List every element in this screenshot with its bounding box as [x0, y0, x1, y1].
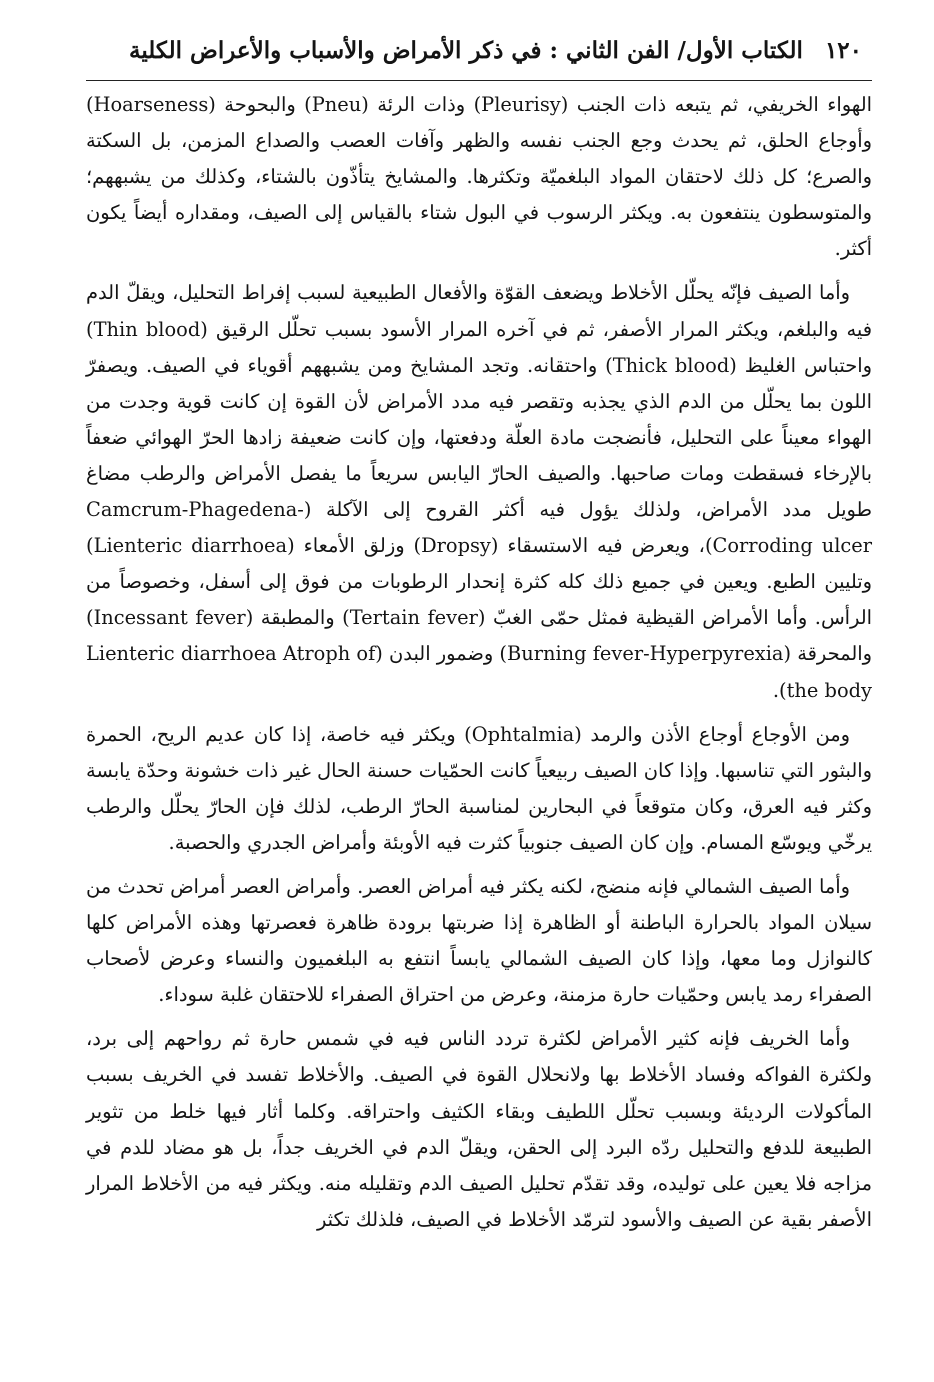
paragraph: الهواء الخريفي، ثم يتبعه ذات الجنب (Pleurisy) وذات الرئة (Pneu) والبحوحة (Hoarseness) وأوجاع الحلق، ثم يحدث وجع الجنب نفسه والظهر وآفات العصب والصداع المزمن، بل السكتة والصرع؛ كل ذلك لاحتقان المواد البلغميّة وتكثرها. والمشايخ يتأذّون بالشتاء، وكذلك من يشبههم؛ والمتوسطون ينتفعون به. ويكثر الرسوب في البول شتاء بالقياس إلى الصيف، ومقداره أيضاً يكون أكثر.	[86, 93, 872, 261]
running-header	[86, 34, 872, 80]
chapter-title: الكتاب الأول/ الفن الثاني : في ذكر الأمراض والأسباب والأعراض الكلية	[129, 37, 803, 64]
paragraph: وأما الصيف فإنّه يحلّل الأخلاط ويضعف القوّة والأفعال الطبيعية لسبب إفراط التحليل، ويقلّ الدم فيه والبلغم، ويكثر المرار الأصفر، ثم في آخره المرار الأسود بسبب تحلّل الرقيق (Thin blood) واحتباس الغليظ (Thick blood) واحتقانه. وتجد المشايخ ومن يشبههم أقوياء في الصيف. ويصفرّ اللون بما يحلّل من الدم الذي يجذبه وتقصر فيه مدد الأمراض لأن القوة إن كانت قوية وجدت من الهواء معيناً على التحليل، فأنضجت مادة العلّة ودفعتها، وإن كانت ضعيفة زادها الحرّ الهوائي ضعفاً بالإرخاء فسقطت ومات صاحبها. والصيف الحارّ اليابس سريعاً ما يفصل الأمراض والرطب مضاغ طويل مدد الأمراض، ولذلك يؤول فيه أكثر القروح إلى الآكلة (Camcrum-Phagedena-Corroding ulcer)، ويعرض فيه الاستسقاء (Dropsy) وزلق الأمعاء (Lienteric diarrhoea) وتليين الطبع. ويعين في جميع ذلك كله كثرة إنحدار الرطوبات من فوق إلى أسفل، وخصوصاً من الرأس. وأما الأمراض القيظية فمثل حمّى الغبّ (Tertain fever) والمطبقة (Incessant fever) والمحرقة (Burning fever-Hyperpyrexia) وضمور البدن (Lienteric diarrhoea Atroph of the body).	[86, 281, 873, 702]
paragraph: ومن الأوجاع أوجاع الأذن والرمد (Ophtalmia) ويكثر فيه خاصة، إذا كان عديم الريح، الحمرة والبثور التي تناسبها. وإذا كان الصيف ربيعياً كانت الحمّيات حسنة الحال غير ذات خشونة وحدّة يابسة وكثر فيه العرق، وكان متوقعاً في البحارين لمناسبة الحارّ الرطب، لذلك فإن الحارّ يحلّل والرطب يرخّي ويوسّع المسام. وإن كان الصيف جنوبياً كثرت فيه الأوبئة وأمراض الجدري والحصبة.	[86, 722, 872, 854]
paragraph: وأما الصيف الشمالي فإنه منضج، لكنه يكثر فيه أمراض العصر. وأمراض العصر أمراض تحدث من سيلان المواد بالحرارة الباطنة أو الظاهرة إذا ضربتها برودة ظاهرة فعصرتها وهذه الأمراض كلها كالنوازل وما معها، وإذا كان الصيف الشمالي يابساً انتفع به البلغميون والنساء وعرض لأصحاب الصفراء رمد يابس وحمّيات حارة مزمنة، وعرض من احتراق الصفراء للاحتقان غلبة سوداء.	[86, 874, 872, 1007]
page-number: ١٢٠	[824, 37, 862, 64]
header-rule	[86, 80, 872, 81]
body-text	[86, 87, 872, 1238]
paragraph: وأما الخريف فإنه كثير الأمراض لكثرة تردد الناس فيه في شمس حارة ثم رواحهم إلى برد، ولكثرة الفواكه وفساد الأخلاط بها ولانحلال القوة في الصيف. والأخلاط تفسد في الخريف بسبب المأكولات الرديئة وبسبب تحلّل اللطيف وبقاء الكثيف واحتراقه. وكلما أثار فيها خلط من تثوير الطبيعة للدفع والتحليل ردّه البرد إلى الحقن، ويقلّ الدم في الخريف جداً، بل هو مضاد للدم في مزاجه فلا يعين على توليده، وقد تقدّم تحليل الصيف الدم وتقليله منه. ويكثر فيه من الأخلاط المرار الأصفر بقية عن الصيف والأسود لترمّد الأخلاط في الصيف، فلذلك تكثر	[86, 1027, 872, 1231]
